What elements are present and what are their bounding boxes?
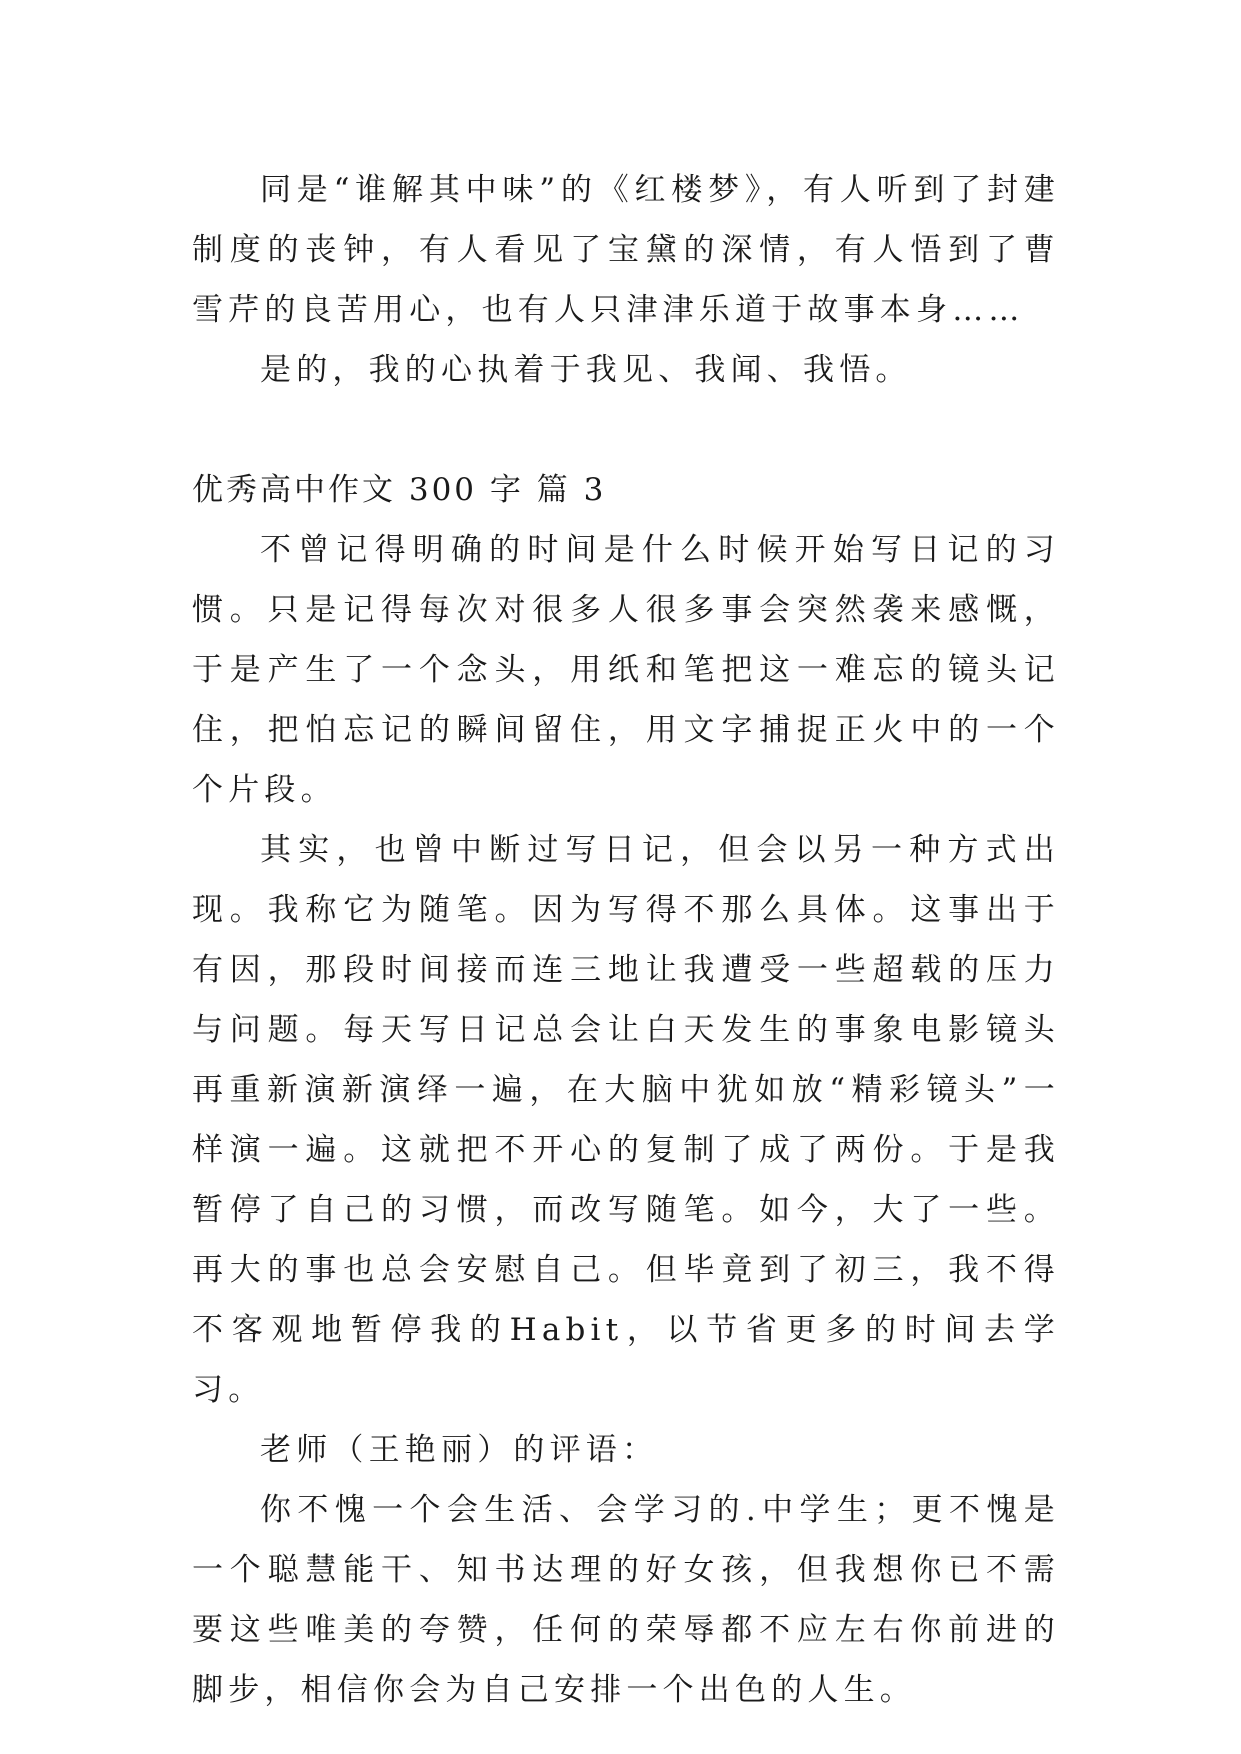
document-page <box>192 160 1060 1720</box>
paragraph-diary-habit: 不曾记得明确的时间是什么时候开始写日记的习惯。只是记得每次对很多人很多事会突然袭来感慨，于是产生了一个念头，用纸和笔把这一难忘的镜头记住，把怕忘记的瞬间留住，用文字捕捉正火中的一个个片段。 <box>192 532 1060 808</box>
section-heading: 优秀高中作文 300 字 篇 3 <box>192 472 607 508</box>
paragraph-hongloumeng: 同是“谁解其中味”的《红楼梦》，有人听到了封建制度的丧钟，有人看见了宝黛的深情，有人悟到了曹雪芹的良苦用心，也有人只津津乐道于故事本身…… <box>192 172 1060 328</box>
teacher-comment-label: 老师（王艳丽）的评语： <box>260 1432 659 1468</box>
paragraph-essay-notes: 其实，也曾中断过写日记，但会以另一种方式出现。我称它为随笔。因为写得不那么具体。这事出于有因，那段时间接而连三地让我遭受一些超载的压力与问题。每天写日记总会让白天发生的事象电影镜头再重新演新演绎一遍，在大脑中犹如放“精彩镜头”一样演一遍。这就把不开心的复制了成了两份。于是我暂停了自己的习惯，而改写随笔。如今，大了一些。再大的事也总会安慰自己。但毕竟到了初三，我不得不客观地暂停我的Habit，以节省更多的时间去学习。 <box>192 832 1060 1408</box>
paragraph-conclusion: 是的，我的心执着于我见、我闻、我悟。 <box>260 352 912 388</box>
teacher-comment-text: 你不愧一个会生活、会学习的.中学生；更不愧是一个聪慧能干、知书达理的好女孩，但我想你已不需要这些唯美的夸赞，任何的荣辱都不应左右你前进的脚步，相信你会为自己安排一个出色的人生。 <box>192 1492 1060 1708</box>
